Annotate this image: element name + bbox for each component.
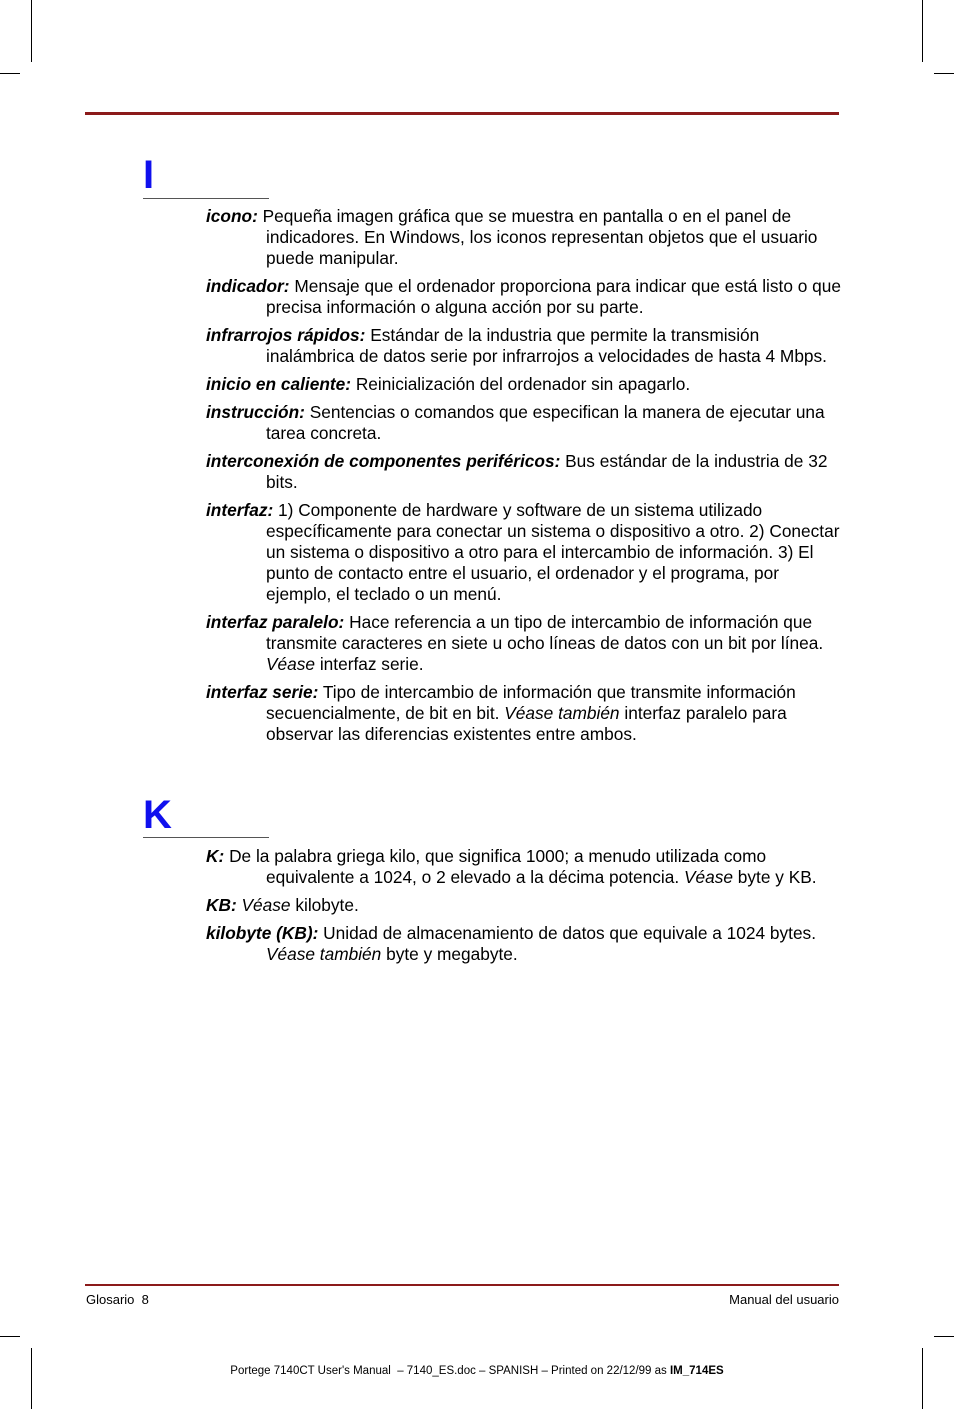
definition-text: 1) Componente de hardware y software de un sistema utilizado específicamente para conectar un sistema o dispositivo a otro. 2) Conectar un sistema o dispositivo a otro para el intercambio de información. 3) El punto de contacto entre el usuario, el ordenador y el programa, por ejemplo, el teclado o un menú. xyxy=(266,500,840,604)
crop-mark xyxy=(31,0,32,62)
print-info-text: Portege 7140CT User's Manual – 7140_ES.doc – SPANISH – Printed on 22/12/99 as xyxy=(230,1365,667,1377)
glossary-entry xyxy=(206,402,842,444)
glossary-term: interfaz paralelo: xyxy=(206,612,345,632)
definition-text: interfaz paralelo para observar las diferencias existentes entre ambos. xyxy=(266,703,787,744)
section-rule xyxy=(143,837,269,838)
crop-mark xyxy=(934,73,954,74)
crop-mark xyxy=(0,73,20,74)
crop-mark xyxy=(31,1348,32,1409)
crop-mark xyxy=(922,1348,923,1409)
definition-text: Hace referencia a un tipo de intercambio de información que transmite caracteres en siete u ocho líneas de datos con un bit por línea. xyxy=(266,612,824,653)
definition-text: byte y KB. xyxy=(737,867,817,887)
definition-text: Mensaje que el ordenador proporciona para indicar que está listo o que precisa información o alguna acción por su parte. xyxy=(266,276,841,317)
glossary-entry xyxy=(206,451,842,493)
crop-mark xyxy=(922,0,923,62)
glossary-term: inicio en caliente: xyxy=(206,374,352,394)
print-info xyxy=(0,1365,954,1377)
glossary-term: interfaz serie: xyxy=(206,682,319,702)
glossary-term: interconexión de componentes periféricos: xyxy=(206,451,561,471)
header-rule xyxy=(85,112,839,115)
glossary-entry xyxy=(206,206,842,269)
definition-text: Sentencias o comandos que especifican la manera de ejecutar una tarea concreta. xyxy=(266,402,825,443)
glossary-term: KB: xyxy=(206,895,237,915)
glossary-term: infrarrojos rápidos: xyxy=(206,325,366,345)
glossary-section-i xyxy=(206,206,842,752)
glossary-term: instrucción: xyxy=(206,402,305,422)
footer-page-label: Glosario 8 xyxy=(86,1292,149,1307)
glossary-entry xyxy=(206,500,842,605)
definition-text: Estándar de la industria que permite la transmisión inalámbrica de datos serie por infrarrojos a velocidades de hasta 4 Mbps. xyxy=(266,325,827,366)
cross-reference: Véase también xyxy=(504,703,620,723)
glossary-term: kilobyte (KB): xyxy=(206,923,319,943)
glossary-entry xyxy=(206,895,842,916)
definition-text: interfaz serie. xyxy=(319,654,424,674)
footer-rule xyxy=(85,1284,839,1286)
glossary-term: indicador: xyxy=(206,276,290,296)
glossary-term: interfaz: xyxy=(206,500,274,520)
cross-reference: Véase xyxy=(683,867,733,887)
glossary-entry xyxy=(206,276,842,318)
section-letter: K xyxy=(143,793,172,837)
glossary-term: K: xyxy=(206,846,225,866)
crop-mark xyxy=(0,1336,20,1337)
section-rule xyxy=(143,198,269,199)
glossary-entry xyxy=(206,682,842,745)
definition-text: Bus estándar de la industria de 32 bits. xyxy=(266,451,828,492)
definition-text: Pequeña imagen gráfica que se muestra en pantalla o en el panel de indicadores. En Windows, los iconos representan objetos que el usuario puede manipular. xyxy=(262,206,818,268)
cross-reference: Véase xyxy=(266,654,316,674)
definition-text: byte y megabyte. xyxy=(386,944,518,964)
glossary-entry xyxy=(206,846,842,888)
glossary-entry xyxy=(206,612,842,675)
definition-text: Reinicialización del ordenador sin apagarlo. xyxy=(355,374,691,394)
definition-text: De la palabra griega kilo, que significa 1000; a menudo utilizada como equivalente a 1024, o 2 elevado a la décima potencia. xyxy=(229,846,767,887)
glossary-entry xyxy=(206,923,842,965)
section-letter: I xyxy=(143,153,155,197)
print-info-code: IM_714ES xyxy=(669,1365,724,1377)
glossary-section-k xyxy=(206,846,842,972)
cross-reference: Véase xyxy=(241,895,291,915)
glossary-entry xyxy=(206,325,842,367)
cross-reference: Véase también xyxy=(266,944,382,964)
definition-text: Unidad de almacenamiento de datos que equivale a 1024 bytes. xyxy=(323,923,817,943)
crop-mark xyxy=(934,1336,954,1337)
glossary-term: icono: xyxy=(206,206,258,226)
footer-manual-title: Manual del usuario xyxy=(729,1292,839,1307)
definition-text: Tipo de intercambio de información que transmite información secuencialmente, de bit en bit. xyxy=(266,682,796,723)
definition-text: kilobyte. xyxy=(295,895,359,915)
glossary-entry xyxy=(206,374,842,395)
